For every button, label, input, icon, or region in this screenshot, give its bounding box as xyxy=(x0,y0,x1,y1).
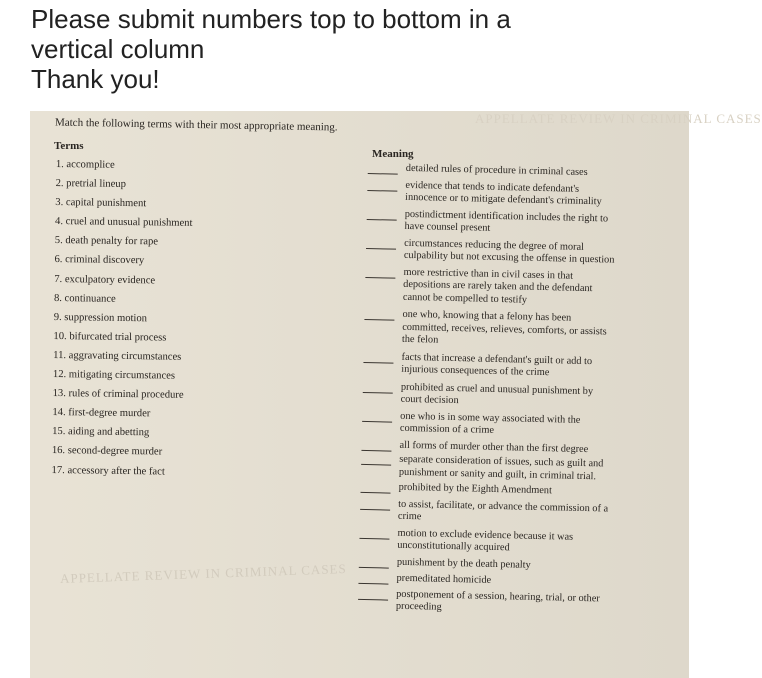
answer-blank[interactable] xyxy=(367,178,397,191)
question-line-1: Please submit numbers top to bottom in a xyxy=(31,4,511,34)
term-item: 10. bifurcated trial process xyxy=(53,330,167,344)
meaning-heading: Meaning xyxy=(372,148,414,160)
answer-blank[interactable] xyxy=(363,350,393,363)
meaning-item xyxy=(359,526,659,558)
meaning-text: circumstances reducing the degree of moral culpability but not excusing the offense in question xyxy=(403,237,615,266)
term-item: 1. accomplice xyxy=(55,158,115,171)
term-item: 14. first-degree murder xyxy=(52,407,151,420)
term-item: 12. mitigating circumstances xyxy=(52,369,176,382)
meaning-item xyxy=(358,587,658,619)
term-item: 17. accessory after the fact xyxy=(51,464,165,478)
term-item: 4. cruel and unusual punishment xyxy=(54,216,193,230)
meaning-text: detailed rules of procedure in criminal cases xyxy=(405,162,588,178)
terms-list xyxy=(51,155,193,481)
meaning-item xyxy=(362,409,662,441)
term-item: 7. exculpatory evidence xyxy=(54,273,156,286)
answer-blank[interactable] xyxy=(358,587,388,600)
answer-blank[interactable] xyxy=(368,162,398,175)
meaning-text: one who, knowing that a felony has been committed, receives, relieves, comforts, or assists the felon xyxy=(401,308,607,346)
meaning-text: prohibited by the Eighth Amendment xyxy=(398,481,553,497)
meaning-text: more restrictive than in civil cases in that depositions are rarely taken and the defendant cannot be compelled to testify xyxy=(402,266,593,306)
term-item: 3. capital punishment xyxy=(55,197,147,210)
meaning-text: postponement of a session, hearing, trial, or other proceeding xyxy=(395,588,600,613)
answer-blank[interactable] xyxy=(364,308,394,321)
meaning-list xyxy=(358,162,668,619)
meaning-item xyxy=(363,350,663,382)
question-line-2: vertical column xyxy=(31,34,205,64)
meaning-item xyxy=(360,497,660,529)
term-item: 13. rules of criminal procedure xyxy=(52,388,184,401)
term-item: 6. criminal discovery xyxy=(54,254,145,267)
term-item: 16. second-degree murder xyxy=(51,445,163,458)
answer-blank[interactable] xyxy=(361,438,391,451)
term-item: 9. suppression motion xyxy=(53,311,148,325)
faded-watermark: APPELLATE REVIEW IN CRIMINAL CASES xyxy=(59,561,347,586)
term-item: 11. aggravating circumstances xyxy=(53,349,182,363)
meaning-text: motion to exclude evidence because it was unconstitutionally acquired xyxy=(397,527,574,554)
meaning-item xyxy=(364,308,665,352)
meaning-item xyxy=(359,555,659,574)
term-item: 8. continuance xyxy=(53,292,116,305)
meaning-item xyxy=(362,380,662,412)
meaning-text: separate consideration of issues, such as guilt and punishment or sanity and guilt, in criminal trial. xyxy=(398,453,604,482)
answer-blank[interactable] xyxy=(360,497,390,510)
term-item: 15. aiding and abetting xyxy=(52,426,150,439)
meaning-text: premeditated homicide xyxy=(396,572,492,586)
answer-blank[interactable] xyxy=(360,481,390,494)
answer-blank[interactable] xyxy=(367,207,397,220)
meaning-text: one who is in some way associated with the commission of a crime xyxy=(399,410,581,436)
textbook-photo xyxy=(30,111,762,678)
meaning-item xyxy=(366,236,666,268)
meaning-item xyxy=(368,162,668,181)
meaning-item xyxy=(366,207,666,239)
meaning-text: prohibited as cruel and unusual punishment by court decision xyxy=(400,381,594,407)
question-text xyxy=(31,4,671,94)
answer-blank[interactable] xyxy=(365,265,395,278)
answer-blank[interactable] xyxy=(366,236,396,249)
meaning-item xyxy=(365,265,666,309)
meaning-text: evidence that tends to indicate defendant's innocence or to mitigate defendant's criminality xyxy=(405,179,602,208)
answer-blank[interactable] xyxy=(359,526,389,539)
meaning-text: punishment by the death penalty xyxy=(396,556,531,571)
answer-blank[interactable] xyxy=(359,555,389,568)
meaning-item xyxy=(360,481,660,500)
term-item: 5. death penalty for rape xyxy=(54,235,159,248)
instruction: Match the following terms with their most appropriate meaning. xyxy=(54,116,338,134)
meaning-text: to assist, facilitate, or advance the commission of a crime xyxy=(397,498,609,523)
answer-blank[interactable] xyxy=(358,572,388,585)
term-item: 2. pretrial lineup xyxy=(55,178,126,191)
question-line-3: Thank you! xyxy=(31,64,160,94)
running-head: APPELLATE REVIEW IN CRIMINAL CASES xyxy=(475,111,762,126)
meaning-item xyxy=(361,453,661,485)
meaning-item xyxy=(367,178,667,210)
meaning-text: postindictment identification includes the right to have counsel present xyxy=(404,208,609,234)
meaning-text: all forms of murder other than the first degree xyxy=(399,439,589,455)
answer-blank[interactable] xyxy=(362,409,392,422)
answer-blank[interactable] xyxy=(361,453,391,466)
terms-heading: Terms xyxy=(54,140,84,152)
answer-blank[interactable] xyxy=(363,380,393,393)
meaning-text: facts that increase a defendant's guilt or add to injurious consequences of the crime xyxy=(401,351,593,379)
